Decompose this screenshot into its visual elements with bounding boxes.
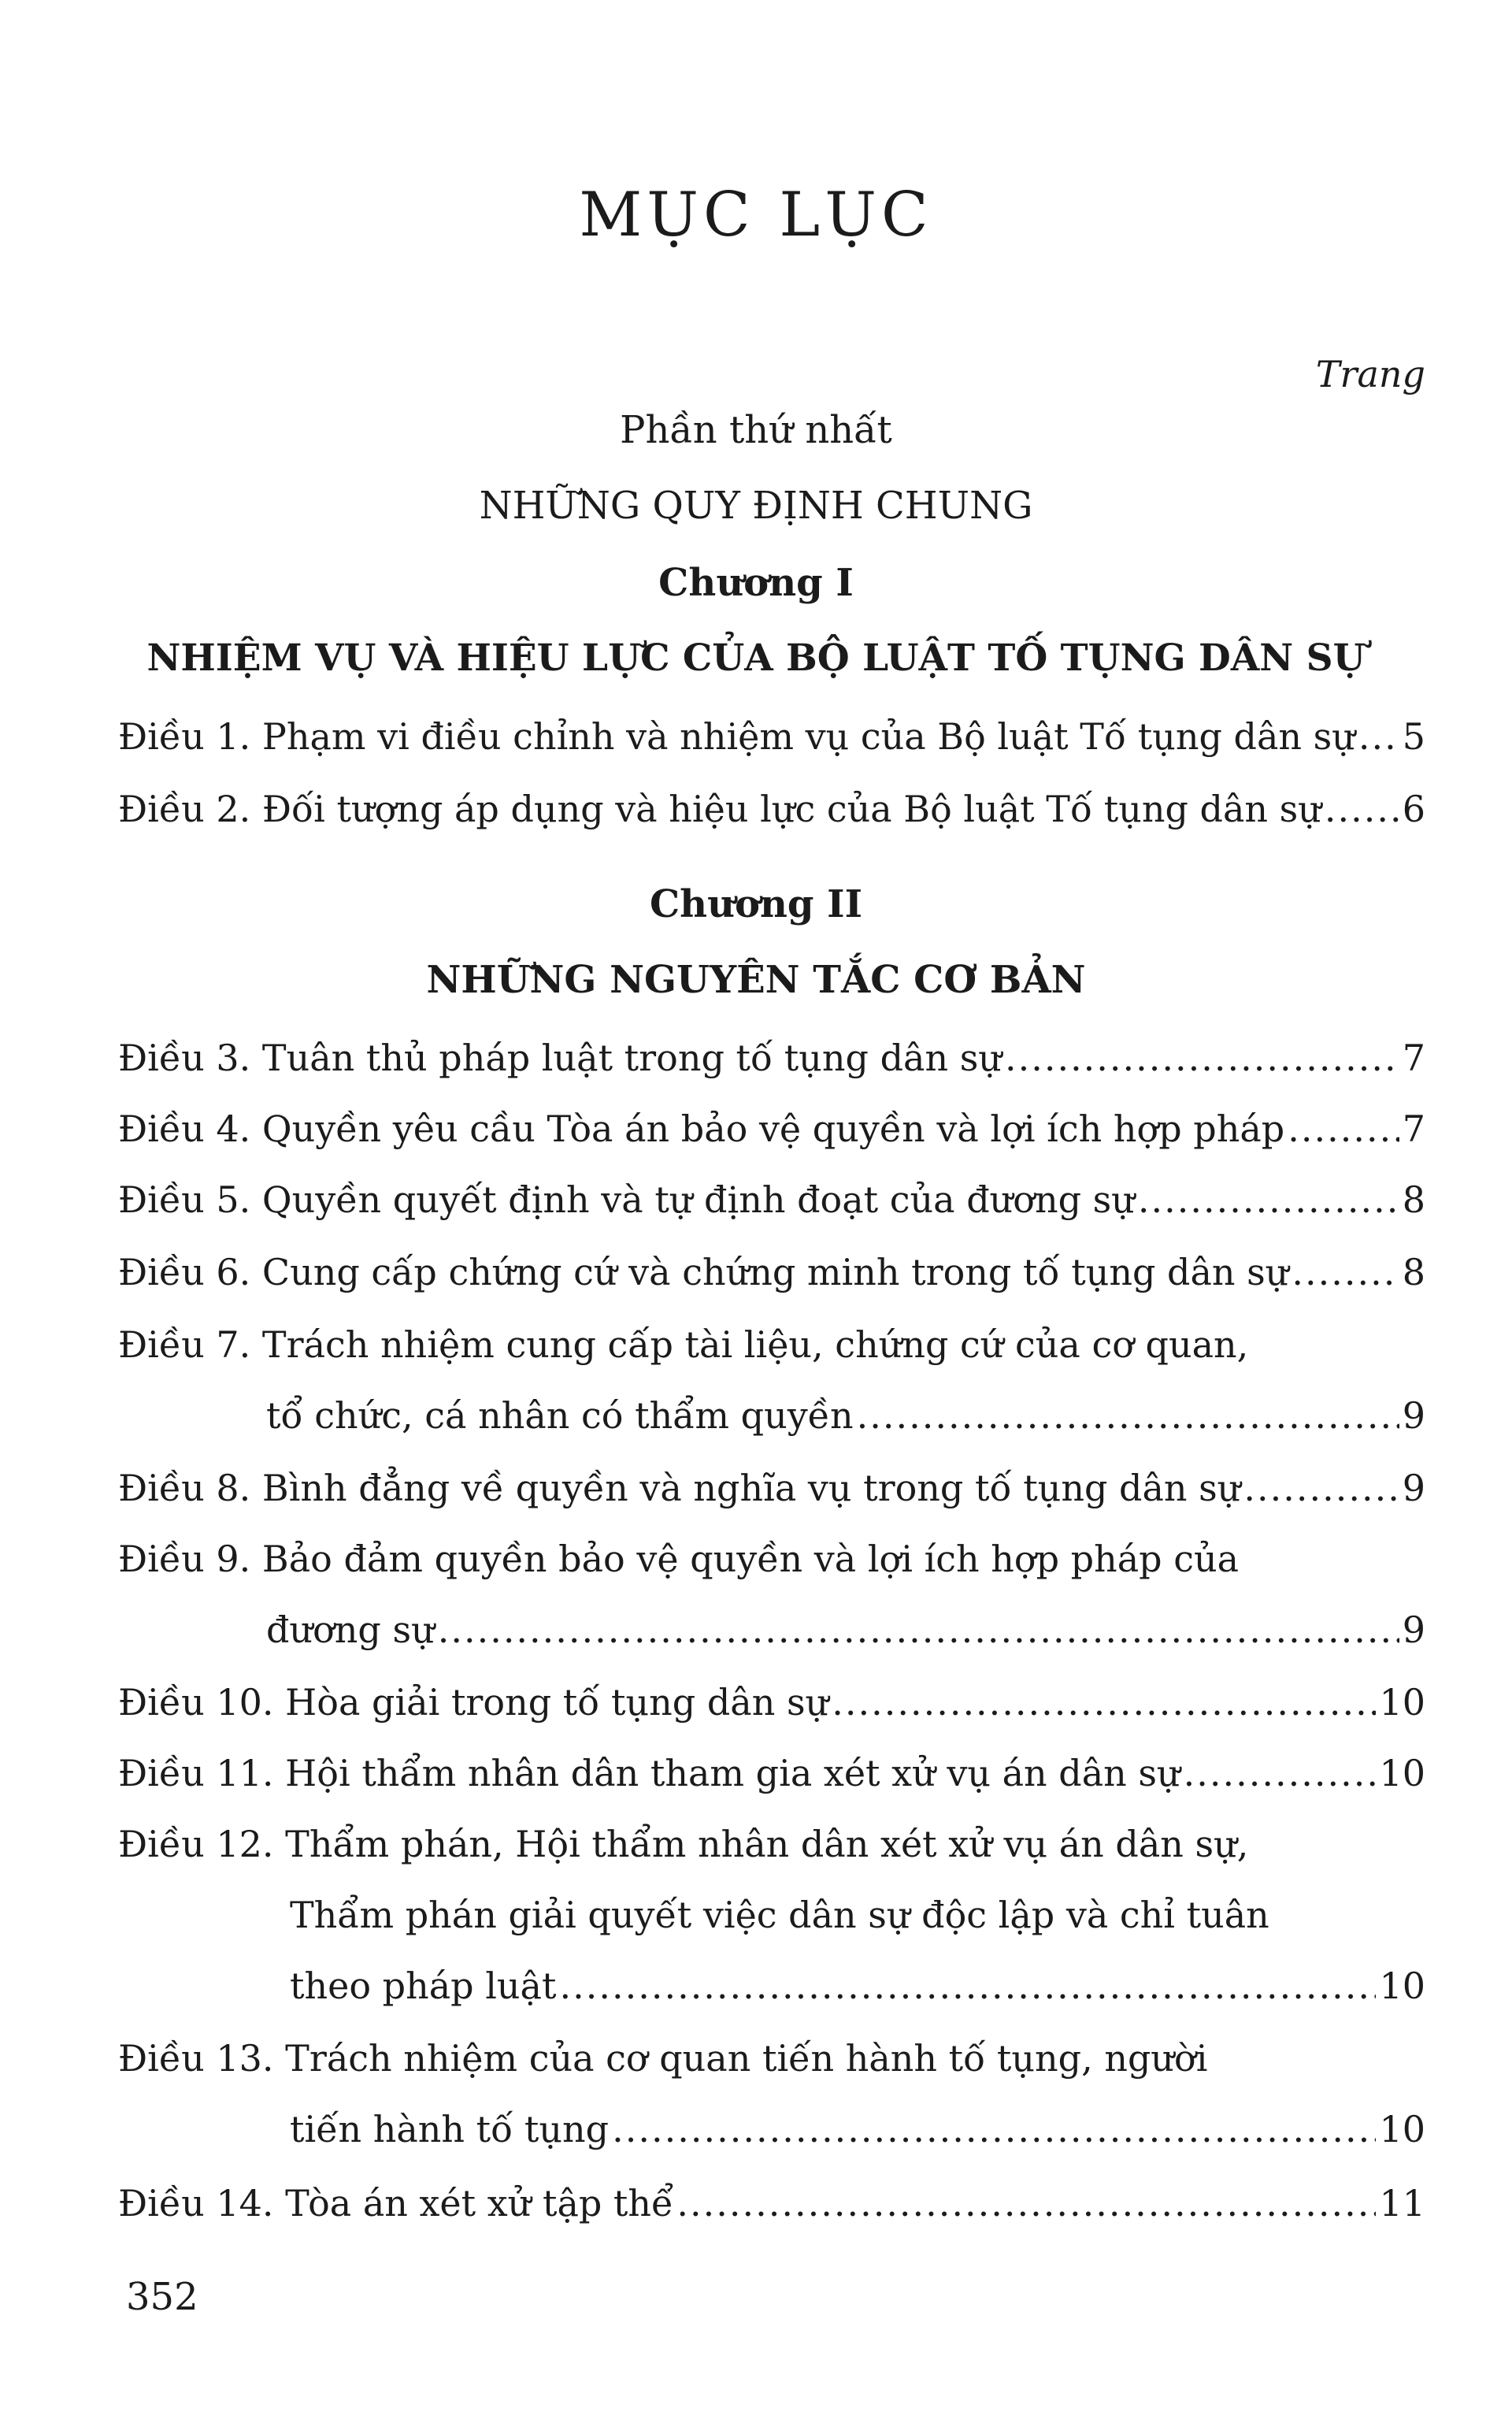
entry-title: Bình đẳng về quyền và nghĩa vụ trong tố tụng dân sự [261,1467,1241,1509]
entry-number: Điều 2. [118,788,251,830]
entry-number: Điều 6. [118,1251,251,1293]
leader-dots [832,1667,1376,1738]
entry-page: 9 [1402,1467,1425,1509]
toc-entry [118,1309,1425,1451]
part-subtitle: NHỮNG QUY ĐỊNH CHUNG [479,484,1033,528]
entry-title: Đối tượng áp dụng và hiệu lực của Bộ luật Tố tụng dân sự [261,788,1321,830]
entry-number: Điều 10. [118,1681,274,1724]
entry-title-continued: đương sự [266,1609,435,1651]
chapter-2-label: Chương II [649,882,863,926]
entry-number: Điều 4. [118,1108,251,1150]
entry-title: Thẩm phán, Hội thẩm nhân dân xét xử vụ án dân sự, [285,1823,1249,1865]
entry-number: Điều 11. [118,1752,274,1794]
leader-dots [1358,701,1399,772]
page-column-label: Trang [1315,353,1425,395]
entry-number: Điều 9. [118,1538,251,1580]
entry-page: 10 [1379,1681,1425,1724]
entry-number: Điều 5. [118,1178,251,1221]
entry-number: Điều 7. [118,1323,251,1366]
entry-title-continued: tiến hành tố tụng [290,2108,610,2150]
entry-number: Điều 1. [118,715,251,758]
toc-entry [118,1237,1425,1308]
entry-page: 10 [1379,2108,1425,2150]
entry-page: 8 [1402,1251,1425,1293]
toc-entry [118,1453,1425,1523]
entry-page: 7 [1402,1108,1425,1150]
toc-entry [118,774,1425,844]
leader-dots [1243,1453,1399,1523]
entry-title-continued: tổ chức, cá nhân có thẩm quyền [266,1394,854,1437]
chapter-2-title: NHỮNG NGUYÊN TẮC CƠ BẢN [426,958,1086,1002]
toc-entry [118,1809,1425,2021]
entry-title: Trách nhiệm của cơ quan tiến hành tố tụng, người [285,2037,1208,2080]
leader-dots [1138,1164,1399,1235]
entry-page: 11 [1379,2182,1425,2224]
leader-dots [1005,1022,1399,1093]
toc-entry [118,1093,1425,1164]
entry-number: Điều 14. [118,2182,274,2224]
entry-page: 10 [1379,1965,1425,2007]
entry-number: Điều 8. [118,1467,251,1509]
entry-page: 9 [1402,1609,1425,1651]
leader-dots [1288,1093,1399,1164]
toc-entry [118,2168,1425,2239]
entry-number: Điều 3. [118,1037,251,1079]
entry-title: Quyền quyết định và tự định đoạt của đương sự [261,1178,1135,1221]
entry-number: Điều 12. [118,1823,274,1865]
leader-dots [612,2094,1376,2165]
entry-number: Điều 13. [118,2037,274,2080]
leader-dots [1292,1237,1399,1308]
leader-dots [438,1594,1399,1665]
leader-dots [1325,774,1399,844]
toc-entry [118,1738,1425,1809]
entry-title: Hòa giải trong tố tụng dân sự [285,1681,829,1724]
entry-title: Phạm vi điều chỉnh và nhiệm vụ của Bộ luật Tố tụng dân sự [261,715,1355,758]
toc-entry [118,1523,1425,1665]
toc-entry [118,2023,1425,2165]
page-title: MỤC LỤC [579,180,933,250]
toc-entry [118,1022,1425,1093]
leader-dots [1184,1738,1377,1809]
entry-title: Tòa án xét xử tập thể [285,2182,674,2224]
chapter-1-title: NHIỆM VỤ VÀ HIỆU LỰC CỦA BỘ LUẬT TỐ TỤNG DÂN SỰ [146,636,1366,680]
entry-title: Quyền yêu cầu Tòa án bảo vệ quyền và lợi ích hợp pháp [261,1108,1285,1150]
entry-title: Trách nhiệm cung cấp tài liệu, chứng cứ của cơ quan, [261,1323,1249,1366]
entry-page: 7 [1402,1037,1425,1079]
part-title: Phần thứ nhất [620,408,892,452]
entry-page: 6 [1402,788,1425,830]
toc-entry [118,1164,1425,1235]
entry-title: Tuân thủ pháp luật trong tố tụng dân sự [261,1037,1002,1079]
entry-page: 5 [1402,715,1425,758]
entry-title: Hội thẩm nhân dân tham gia xét xử vụ án dân sự [285,1752,1180,1794]
entry-title-continued: theo pháp luật [290,1965,557,2007]
entry-page: 9 [1402,1394,1425,1437]
entry-title: Bảo đảm quyền bảo vệ quyền và lợi ích hợp pháp của [261,1538,1240,1580]
chapter-1-label: Chương I [658,561,854,605]
entry-title: Cung cấp chứng cứ và chứng minh trong tố tụng dân sự [261,1251,1289,1293]
entry-page: 8 [1402,1178,1425,1221]
toc-entry [118,701,1425,772]
leader-dots [857,1380,1399,1451]
leader-dots [559,1950,1376,2021]
entry-page: 10 [1379,1752,1425,1794]
toc-entry [118,1667,1425,1738]
entry-title-continued: Thẩm phán giải quyết việc dân sự độc lập và chỉ tuân [290,1894,1269,1936]
page-number: 352 [126,2275,198,2319]
leader-dots [676,2168,1376,2239]
